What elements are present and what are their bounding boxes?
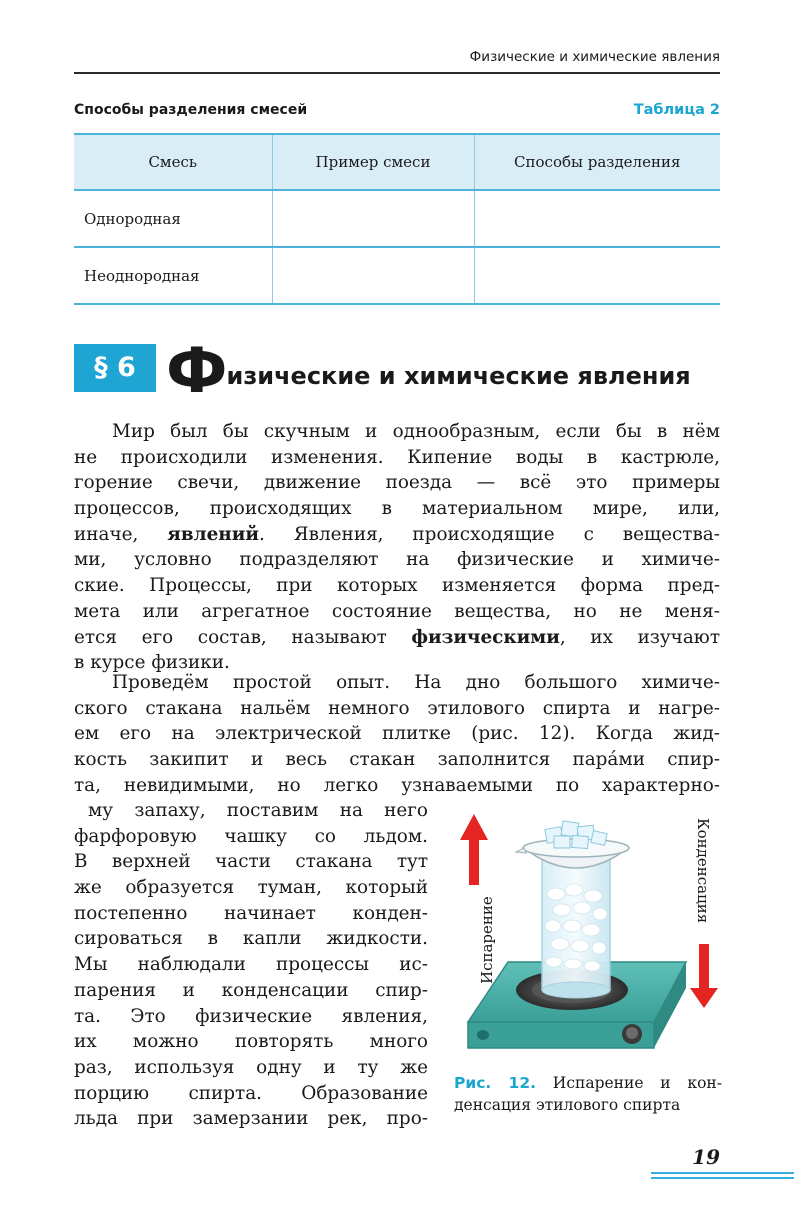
paragraph-2 [74, 670, 720, 798]
arrow-down-icon [690, 944, 718, 1008]
term-fizicheskimi: физическими [411, 626, 560, 648]
text-line: постепенно начинает конден- [74, 902, 428, 924]
text-line: Проведём простой опыт. На дно большого химиче- [112, 672, 720, 693]
table-cell-empty [272, 190, 474, 247]
page-number: 19 [692, 1145, 720, 1169]
text-line: же образуется туман, который [74, 877, 428, 899]
section-title-rest: изические и химические явления [226, 362, 691, 390]
text-line: Мы наблюдали процессы ис- [74, 954, 428, 976]
table-cell-empty [474, 190, 720, 247]
paragraph-2-narrow [74, 798, 428, 1132]
text-line: сироваться в капли жидкости. [74, 928, 428, 950]
text-line: процессов, происходящих в материальном мире, или, [74, 498, 720, 520]
table-header-cell: Пример смеси [272, 134, 474, 190]
porcelain-dish-with-ice [516, 821, 629, 868]
section-number-badge: § 6 [74, 344, 156, 392]
figure-evaporation-condensation [450, 812, 730, 1074]
label-condensation: Конденсация [694, 818, 712, 924]
text-line: их можно повторять много [74, 1031, 428, 1053]
text-line: му запаху, поставим на него [88, 800, 428, 821]
caption-text: Испарение и кон- [536, 1074, 722, 1092]
text-line: В верхней части стакана тут [74, 851, 428, 873]
table-cell-empty [272, 247, 474, 304]
header-rule [74, 72, 720, 74]
footer-bar [651, 1172, 794, 1174]
text-line: раз, используя одну и ту же [74, 1056, 428, 1078]
text-line: мета или агрегатное состояние вещества, но не меня- [74, 600, 720, 622]
section-title [166, 334, 691, 407]
table-row [74, 190, 720, 247]
text-line [74, 625, 720, 651]
caption-label: Рис. 12. [454, 1074, 537, 1092]
text-line: фарфоровую чашку со льдом. [74, 825, 428, 847]
running-header: Физические и химические явления [469, 49, 720, 65]
term-yavleniy: явлений [167, 523, 260, 545]
text-line: порцию спирта. Образование [74, 1082, 428, 1104]
table-header-cell: Способы разделения [474, 134, 720, 190]
text-line [74, 522, 720, 548]
table-row [74, 247, 720, 304]
footer-bar [651, 1177, 794, 1179]
table-header-row [74, 134, 720, 190]
table-cell: Однородная [74, 190, 272, 247]
text-line: Мир был бы скучным и однообразным, если бы в нём [112, 421, 720, 442]
caption-line [454, 1072, 722, 1094]
table-label: Таблица 2 [633, 102, 720, 118]
table-header-cell: Смесь [74, 134, 272, 190]
table-cell-empty [474, 247, 720, 304]
text-line: парения и конденсации спир- [74, 979, 428, 1001]
mixtures-table [74, 133, 720, 305]
beaker [542, 856, 610, 998]
table-cell: Неоднородная [74, 247, 272, 304]
paragraph-1 [74, 419, 720, 676]
text-line: та. Это физические явления, [74, 1005, 428, 1027]
text-line: ми, условно подразделяют на физические и химиче- [74, 549, 720, 571]
section-title-initial: Ф [166, 334, 227, 407]
text-line: ем его на электрической плитке (рис. 12). Когда жид- [74, 723, 720, 745]
caption-line: денсация этилового спирта [454, 1096, 681, 1114]
table-title: Способы разделения смесей [74, 102, 308, 118]
text-line: та, невидимыми, но легко узнаваемыми по характерно- [74, 774, 720, 796]
text-line: ские. Процессы, при которых изменяется форма пред- [74, 575, 720, 597]
text-line: в курсе физики. [74, 652, 230, 674]
experiment-illustration [450, 812, 730, 1074]
text-line: ского стакана нальём немного этилового спирта и нагре- [74, 697, 720, 719]
text-run: , их изучают [559, 626, 720, 648]
arrow-up-icon [460, 814, 488, 885]
text-run: иначе, [74, 523, 168, 545]
label-evaporation: Испарение [478, 896, 496, 984]
text-line: кость закипит и весь стакан заполнится пара́ми спир- [74, 749, 720, 771]
text-line: льда при замерзании рек, про- [74, 1108, 428, 1130]
text-line: горение свечи, движение поезда — всё это примеры [74, 472, 720, 494]
text-line: не происходили изменения. Кипение воды в кастрюле, [74, 446, 720, 468]
text-run: . Явления, происходящие с вещества- [259, 523, 720, 545]
figure-caption [454, 1072, 722, 1116]
text-run: ется его состав, называют [74, 626, 412, 648]
